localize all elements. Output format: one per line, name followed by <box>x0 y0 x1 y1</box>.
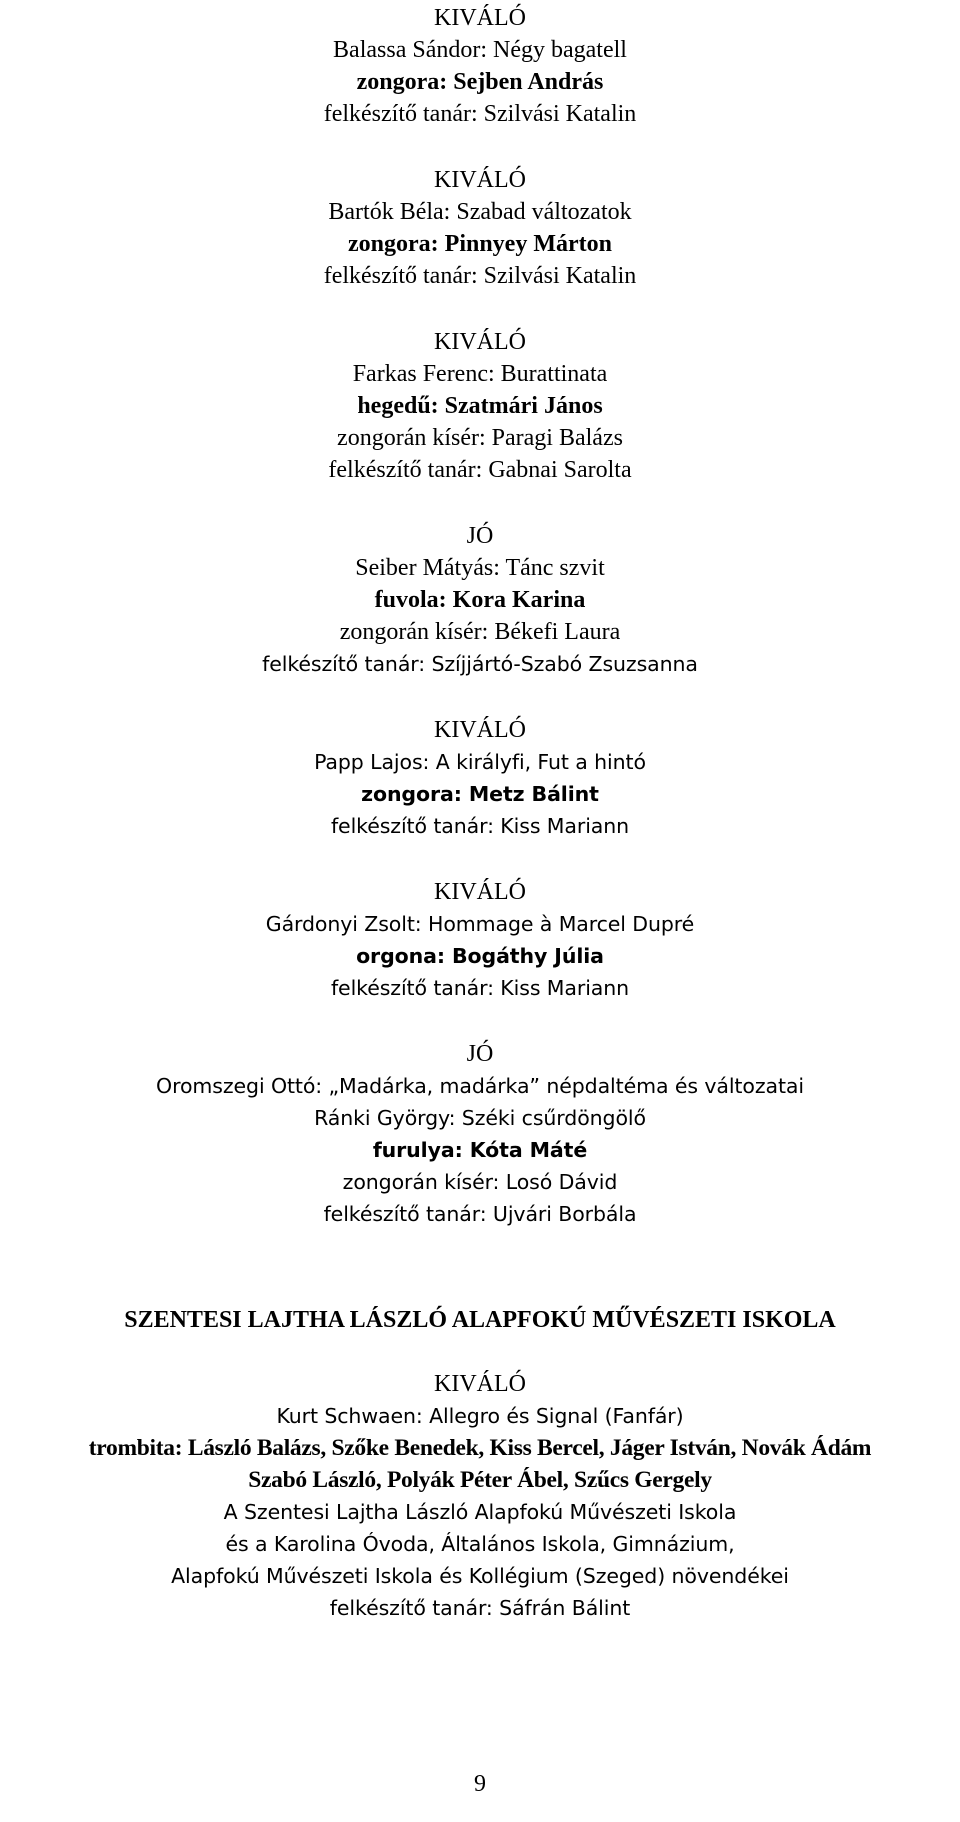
teacher-line: felkészítő tanár: Kiss Mariann <box>330 814 630 838</box>
piece-line: Farkas Ferenc: Burattinata <box>352 361 608 387</box>
performer-line: hegedű: Szatmári János <box>357 393 603 419</box>
performer-line: furulya: Kóta Máté <box>372 1138 588 1162</box>
teacher-line: felkészítő tanár: Szilvási Katalin <box>323 101 637 127</box>
result-entry <box>0 164 960 292</box>
teacher-line: felkészítő tanár: Sáfrán Bálint <box>329 1596 631 1620</box>
page-number: 9 <box>474 1771 486 1797</box>
piece-line: Balassa Sándor: Négy bagatell <box>333 37 627 63</box>
result-entry <box>0 1038 960 1230</box>
result-entry <box>0 876 960 1004</box>
rating-label: KIVÁLÓ <box>434 1371 526 1397</box>
ensemble-line: Alapfokú Művészeti Iskola és Kollégium (Szeged) növendékei <box>171 1564 789 1588</box>
ensemble-line: A Szentesi Lajtha László Alapfokú Művészeti Iskola <box>223 1500 737 1524</box>
teacher-line: felkészítő tanár: Kiss Mariann <box>330 976 630 1000</box>
piece-line: Ránki György: Széki csűrdöngölő <box>314 1106 646 1130</box>
piece-line: Seiber Mátyás: Tánc szvit <box>355 555 605 581</box>
rating-label: JÓ <box>466 1041 494 1067</box>
piece-line: Kurt Schwaen: Allegro és Signal (Fanfár) <box>276 1404 684 1428</box>
rating-label: KIVÁLÓ <box>434 717 526 743</box>
performer-line: zongora: Sejben András <box>356 69 604 95</box>
teacher-line: felkészítő tanár: Gabnai Sarolta <box>328 457 632 483</box>
piece-line: Gárdonyi Zsolt: Hommage à Marcel Dupré <box>265 912 695 936</box>
result-entry <box>0 326 960 486</box>
performer-line: zongora: Pinnyey Márton <box>348 231 612 257</box>
performer-line: Szabó László, Polyák Péter Ábel, Szűcs Gergely <box>248 1467 712 1493</box>
performer-line: trombita: László Balázs, Szőke Benedek, Kiss Bercel, Jáger István, Novák Ádám <box>88 1435 872 1461</box>
piece-line: Bartók Béla: Szabad változatok <box>328 199 632 225</box>
teacher-line: felkészítő tanár: Ujvári Borbála <box>323 1202 637 1226</box>
accompanist-line: zongorán kísér: Paragi Balázs <box>337 425 623 451</box>
result-entry <box>0 1368 960 1624</box>
teacher-line: felkészítő tanár: Szíjjártó-Szabó Zsuzsanna <box>262 652 698 676</box>
piece-line: Papp Lajos: A királyfi, Fut a hintó <box>314 750 646 774</box>
result-entry <box>0 2 960 130</box>
performer-line: zongora: Metz Bálint <box>361 782 599 806</box>
ensemble-line: és a Karolina Óvoda, Általános Iskola, Gimnázium, <box>225 1532 735 1556</box>
accompanist-line: zongorán kísér: Békefi Laura <box>339 619 621 645</box>
rating-label: KIVÁLÓ <box>434 329 526 355</box>
rating-label: JÓ <box>466 523 494 549</box>
rating-label: KIVÁLÓ <box>434 5 526 31</box>
performer-line: orgona: Bogáthy Júlia <box>356 944 604 968</box>
teacher-line: felkészítő tanár: Szilvási Katalin <box>323 263 637 289</box>
piece-line: Oromszegi Ottó: „Madárka, madárka” népdaltéma és változatai <box>156 1074 804 1098</box>
rating-label: KIVÁLÓ <box>434 879 526 905</box>
school-heading: SZENTESI LAJTHA LÁSZLÓ ALAPFOKÚ MŰVÉSZETI ISKOLA <box>124 1307 836 1333</box>
result-entry <box>0 714 960 842</box>
performer-line: fuvola: Kora Karina <box>374 587 586 613</box>
rating-label: KIVÁLÓ <box>434 167 526 193</box>
result-entry <box>0 520 960 680</box>
accompanist-line: zongorán kísér: Losó Dávid <box>342 1170 618 1194</box>
